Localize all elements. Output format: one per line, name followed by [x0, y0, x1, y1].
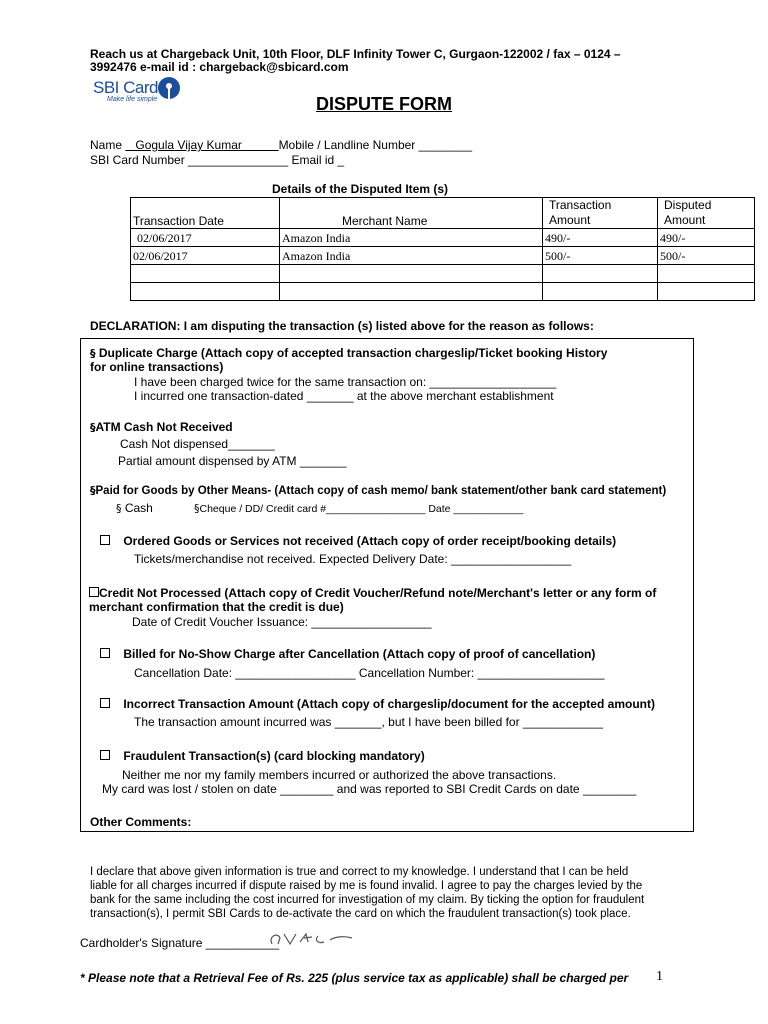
declaration-heading: DECLARATION: I am disputing the transaction (s) listed above for the reason as follows: [90, 319, 594, 333]
ordered-title: Ordered Goods or Services not received (Attach copy of order receipt/booking details) [123, 534, 617, 548]
page-title: DISPUTE FORM [316, 94, 453, 114]
cell-transaction-amount[interactable]: 490/- [543, 229, 658, 247]
checkbox-bullet-icon[interactable]: § [90, 347, 96, 360]
atm-line-1: Cash Not dispensed_______ [120, 437, 275, 451]
reason-atm[interactable] [90, 420, 233, 434]
cell-date[interactable]: 02/06/2017 [131, 229, 280, 247]
credit-line-1: Date of Credit Voucher Issuance: __________________ [132, 615, 432, 629]
signature-label: Cardholder's Signature ___________ [80, 936, 280, 950]
cell-date[interactable]: 02/06/2017 [131, 247, 280, 265]
cell-transaction-amount[interactable] [543, 283, 658, 301]
contact-line-1: Reach us at Chargeback Unit, 10th Floor, DLF Infinity Tower C, Gurgaon-122002 / fax – 0124 – [90, 47, 621, 61]
table-row [131, 229, 755, 247]
cell-merchant[interactable]: Amazon India [280, 229, 543, 247]
reason-ordered-goods[interactable] [100, 534, 616, 548]
noshow-title: Billed for No-Show Charge after Cancellation (Attach copy of proof of cancellation) [123, 647, 596, 661]
name-field[interactable] [125, 138, 278, 152]
other-means-title: Paid for Goods by Other Means- (Attach copy of cash memo/ bank statement/other bank card statement) [95, 485, 667, 497]
table-row [131, 247, 755, 265]
consent-line-4: transaction(s), I permit SBI Cards to de-activate the card on which the fraudulent transaction(s) took place. [90, 908, 631, 920]
header-transaction-date: Transaction Date [131, 198, 280, 229]
checkbox-icon[interactable] [89, 587, 99, 597]
checkbox-bullet-icon[interactable]: § [194, 502, 200, 515]
disputed-items-table [130, 197, 755, 301]
fraud-line-2: My card was lost / stolen on date ________ and was reported to SBI Credit Cards on date ________ [102, 782, 637, 796]
checkbox-bullet-icon[interactable]: § [90, 484, 96, 497]
duplicate-title-1: Duplicate Charge (Attach copy of accepted transaction chargeslip/Ticket booking History [98, 346, 608, 360]
table-header-row [131, 198, 755, 229]
cheque-label: Cheque / DD/ Credit card #_________________ Date ____________ [199, 503, 524, 515]
reason-credit-not-processed[interactable] [89, 586, 656, 600]
cell-merchant[interactable] [280, 283, 543, 301]
credit-title-2: merchant confirmation that the credit is due) [89, 600, 344, 614]
table-row [131, 283, 755, 301]
atm-title: ATM Cash Not Received [95, 420, 233, 434]
cash-option[interactable] [116, 501, 153, 515]
sbi-card-logo [93, 78, 158, 103]
credit-title-1: Credit Not Processed (Attach copy of Credit Voucher/Refund note/Merchant's letter or any form of [99, 586, 657, 600]
checkbox-icon[interactable] [100, 750, 110, 760]
table-caption: Details of the Disputed Item (s) [272, 182, 449, 196]
header-merchant-name: Merchant Name [280, 198, 543, 229]
consent-line-1: I declare that above given information is true and correct to my knowledge. I understand that I can be held [90, 866, 629, 878]
cell-merchant[interactable]: Amazon India [280, 247, 543, 265]
cell-date[interactable] [131, 283, 280, 301]
incorrect-line-1: The transaction amount incurred was _______, but I have been billed for ____________ [134, 715, 603, 729]
reason-incorrect-amount[interactable] [100, 697, 655, 711]
header-transaction-amount: Transaction Amount [543, 198, 658, 229]
cell-disputed-amount[interactable]: 500/- [658, 247, 755, 265]
reason-other-means[interactable] [90, 484, 666, 497]
card-number-label: SBI Card Number _______________ [90, 153, 289, 167]
fraud-line-1: Neither me nor my family members incurred or authorized the above transactions. [122, 768, 557, 782]
reason-no-show[interactable] [100, 647, 595, 661]
ordered-line-1: Tickets/merchandise not received. Expected Delivery Date: __________________ [134, 552, 572, 566]
card-row [90, 153, 344, 167]
name-row [90, 138, 472, 152]
checkbox-icon[interactable] [100, 648, 110, 658]
cash-label: Cash [124, 501, 153, 515]
consent-line-3: bank for the same including the cost incurred for investigation of my claim. By ticking the option for fraudulent [90, 894, 645, 906]
contact-line-2: 3992476 e-mail id : chargeback@sbicard.com [90, 60, 349, 74]
header-disputed-amount: Disputed Amount [658, 198, 755, 229]
logo-circle-icon [157, 76, 181, 100]
atm-line-2: Partial amount dispensed by ATM _______ [118, 454, 347, 468]
page-number: 1 [656, 969, 663, 984]
mobile-label: Mobile / Landline Number ________ [278, 138, 473, 152]
checkbox-bullet-icon[interactable]: § [116, 502, 122, 515]
cell-disputed-amount[interactable]: 490/- [658, 229, 755, 247]
incorrect-title: Incorrect Transaction Amount (Attach copy of chargeslip/document for the accepted amount) [123, 697, 655, 711]
logo-brand: SBI Card [93, 78, 158, 97]
handwritten-signature [266, 928, 356, 952]
other-comments-label: Other Comments: [90, 815, 192, 829]
cheque-option[interactable] [194, 502, 524, 515]
cell-date[interactable] [131, 265, 280, 283]
cell-merchant[interactable] [280, 265, 543, 283]
reason-duplicate-charge[interactable] [90, 346, 607, 360]
duplicate-line-1: I have been charged twice for the same transaction on: ___________________ [134, 375, 557, 389]
cell-transaction-amount[interactable] [543, 265, 658, 283]
logo-tagline: Make life simple [107, 96, 158, 103]
name-label: Name [90, 138, 123, 152]
checkbox-icon[interactable] [100, 698, 110, 708]
name-value: Gogula Vijay Kumar [135, 138, 242, 152]
cell-disputed-amount[interactable] [658, 265, 755, 283]
duplicate-title-2: for online transactions) [90, 360, 224, 374]
duplicate-line-2: I incurred one transaction-dated _______ at the above merchant establishment [134, 389, 554, 403]
reason-fraudulent[interactable] [100, 749, 425, 763]
email-label: Email id _ [291, 153, 345, 167]
table-row [131, 265, 755, 283]
noshow-line-1: Cancellation Date: __________________ Cancellation Number: ___________________ [134, 666, 605, 680]
retrieval-fee-note: * Please note that a Retrieval Fee of Rs. 225 (plus service tax as applicable) shall be charged per [80, 971, 629, 985]
checkbox-bullet-icon[interactable]: § [90, 421, 96, 434]
cell-disputed-amount[interactable] [658, 283, 755, 301]
checkbox-icon[interactable] [100, 535, 110, 545]
fraud-title: Fraudulent Transaction(s) (card blocking mandatory) [123, 749, 425, 763]
consent-line-2: liable for all charges incurred if dispute raised by me is found invalid. I agree to pay the charges levied by the [90, 880, 643, 892]
cell-transaction-amount[interactable]: 500/- [543, 247, 658, 265]
